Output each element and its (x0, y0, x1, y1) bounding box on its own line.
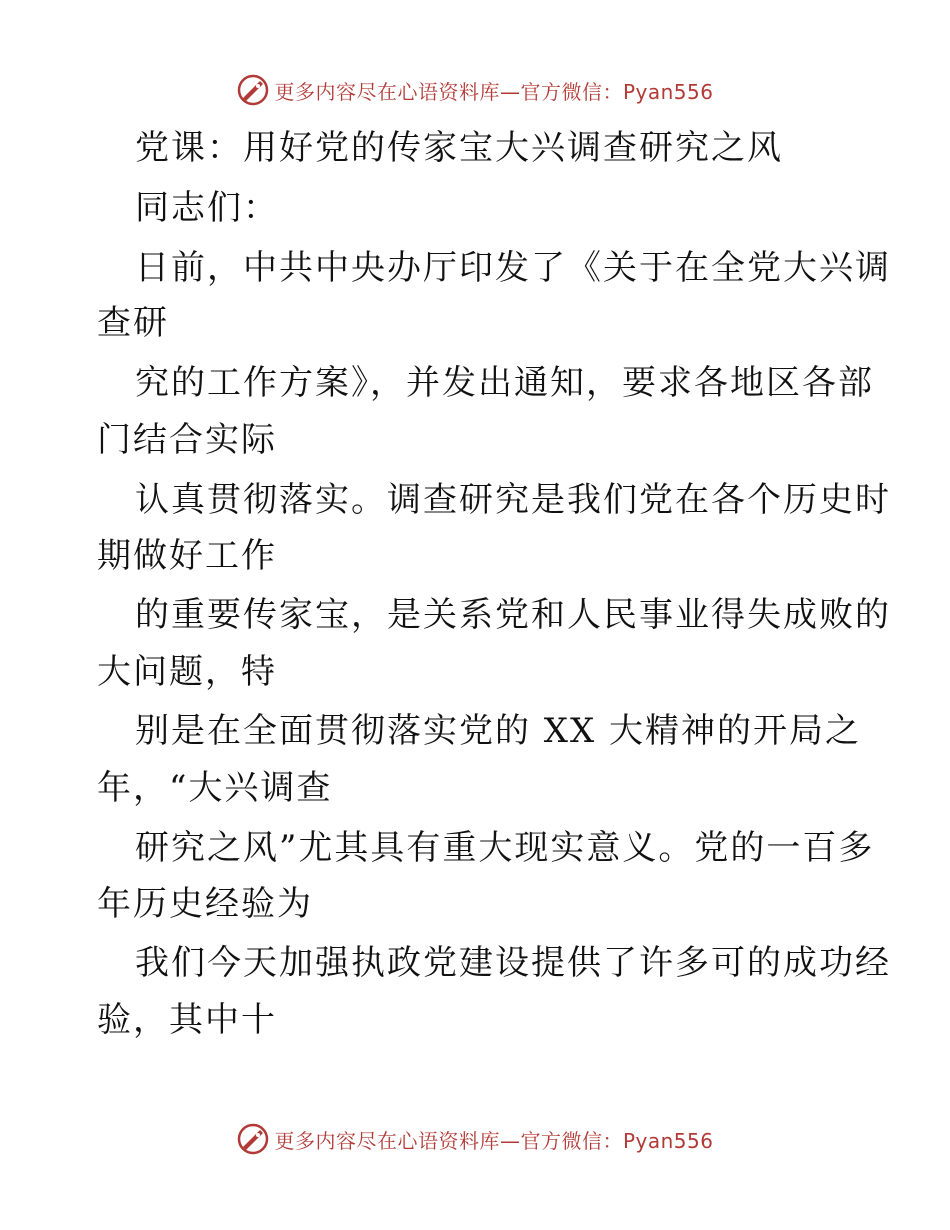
text-line: 认真贯彻落实。调查研究是我们党在各个历史时 (135, 480, 891, 520)
text-line: 大问题，特 (97, 652, 277, 692)
salutation: 同志们： (135, 188, 279, 228)
footer-banner (0, 1117, 950, 1161)
header-banner (0, 68, 950, 112)
document-title: 党课：用好党的传家宝大兴调查研究之风 (135, 128, 783, 168)
pen-nib-logo-icon (236, 1122, 270, 1156)
text-line: 门结合实际 (97, 420, 277, 460)
text-line: 查研 (97, 303, 169, 343)
text-line: 期做好工作 (97, 536, 277, 576)
text-line: 别是在全面贯彻落实党的 XX 大精神的开局之 (135, 711, 862, 751)
banner-text: 更多内容尽在心语资料库—官方微信：Pyan556 (274, 1128, 714, 1153)
text-line: 究的工作方案》，并发出通知，要求各地区各部 (135, 363, 874, 403)
text-line: 研究之风”尤其具有重大现实意义。党的一百多 (135, 828, 875, 868)
text-line: 年，“大兴调查 (97, 768, 333, 808)
text-line: 的重要传家宝，是关系党和人民事业得失成败的 (135, 595, 891, 635)
text-line: 我们今天加强执政党建设提供了许多可的成功经 (135, 943, 891, 983)
text-line: 年历史经验为 (97, 884, 313, 924)
text-line: 日前，中共中央办厅印发了《关于在全党大兴调 (135, 248, 891, 288)
banner-text: 更多内容尽在心语资料库—官方微信：Pyan556 (274, 79, 714, 104)
pen-nib-logo-icon (236, 73, 270, 107)
text-line: 验，其中十 (97, 1000, 277, 1040)
